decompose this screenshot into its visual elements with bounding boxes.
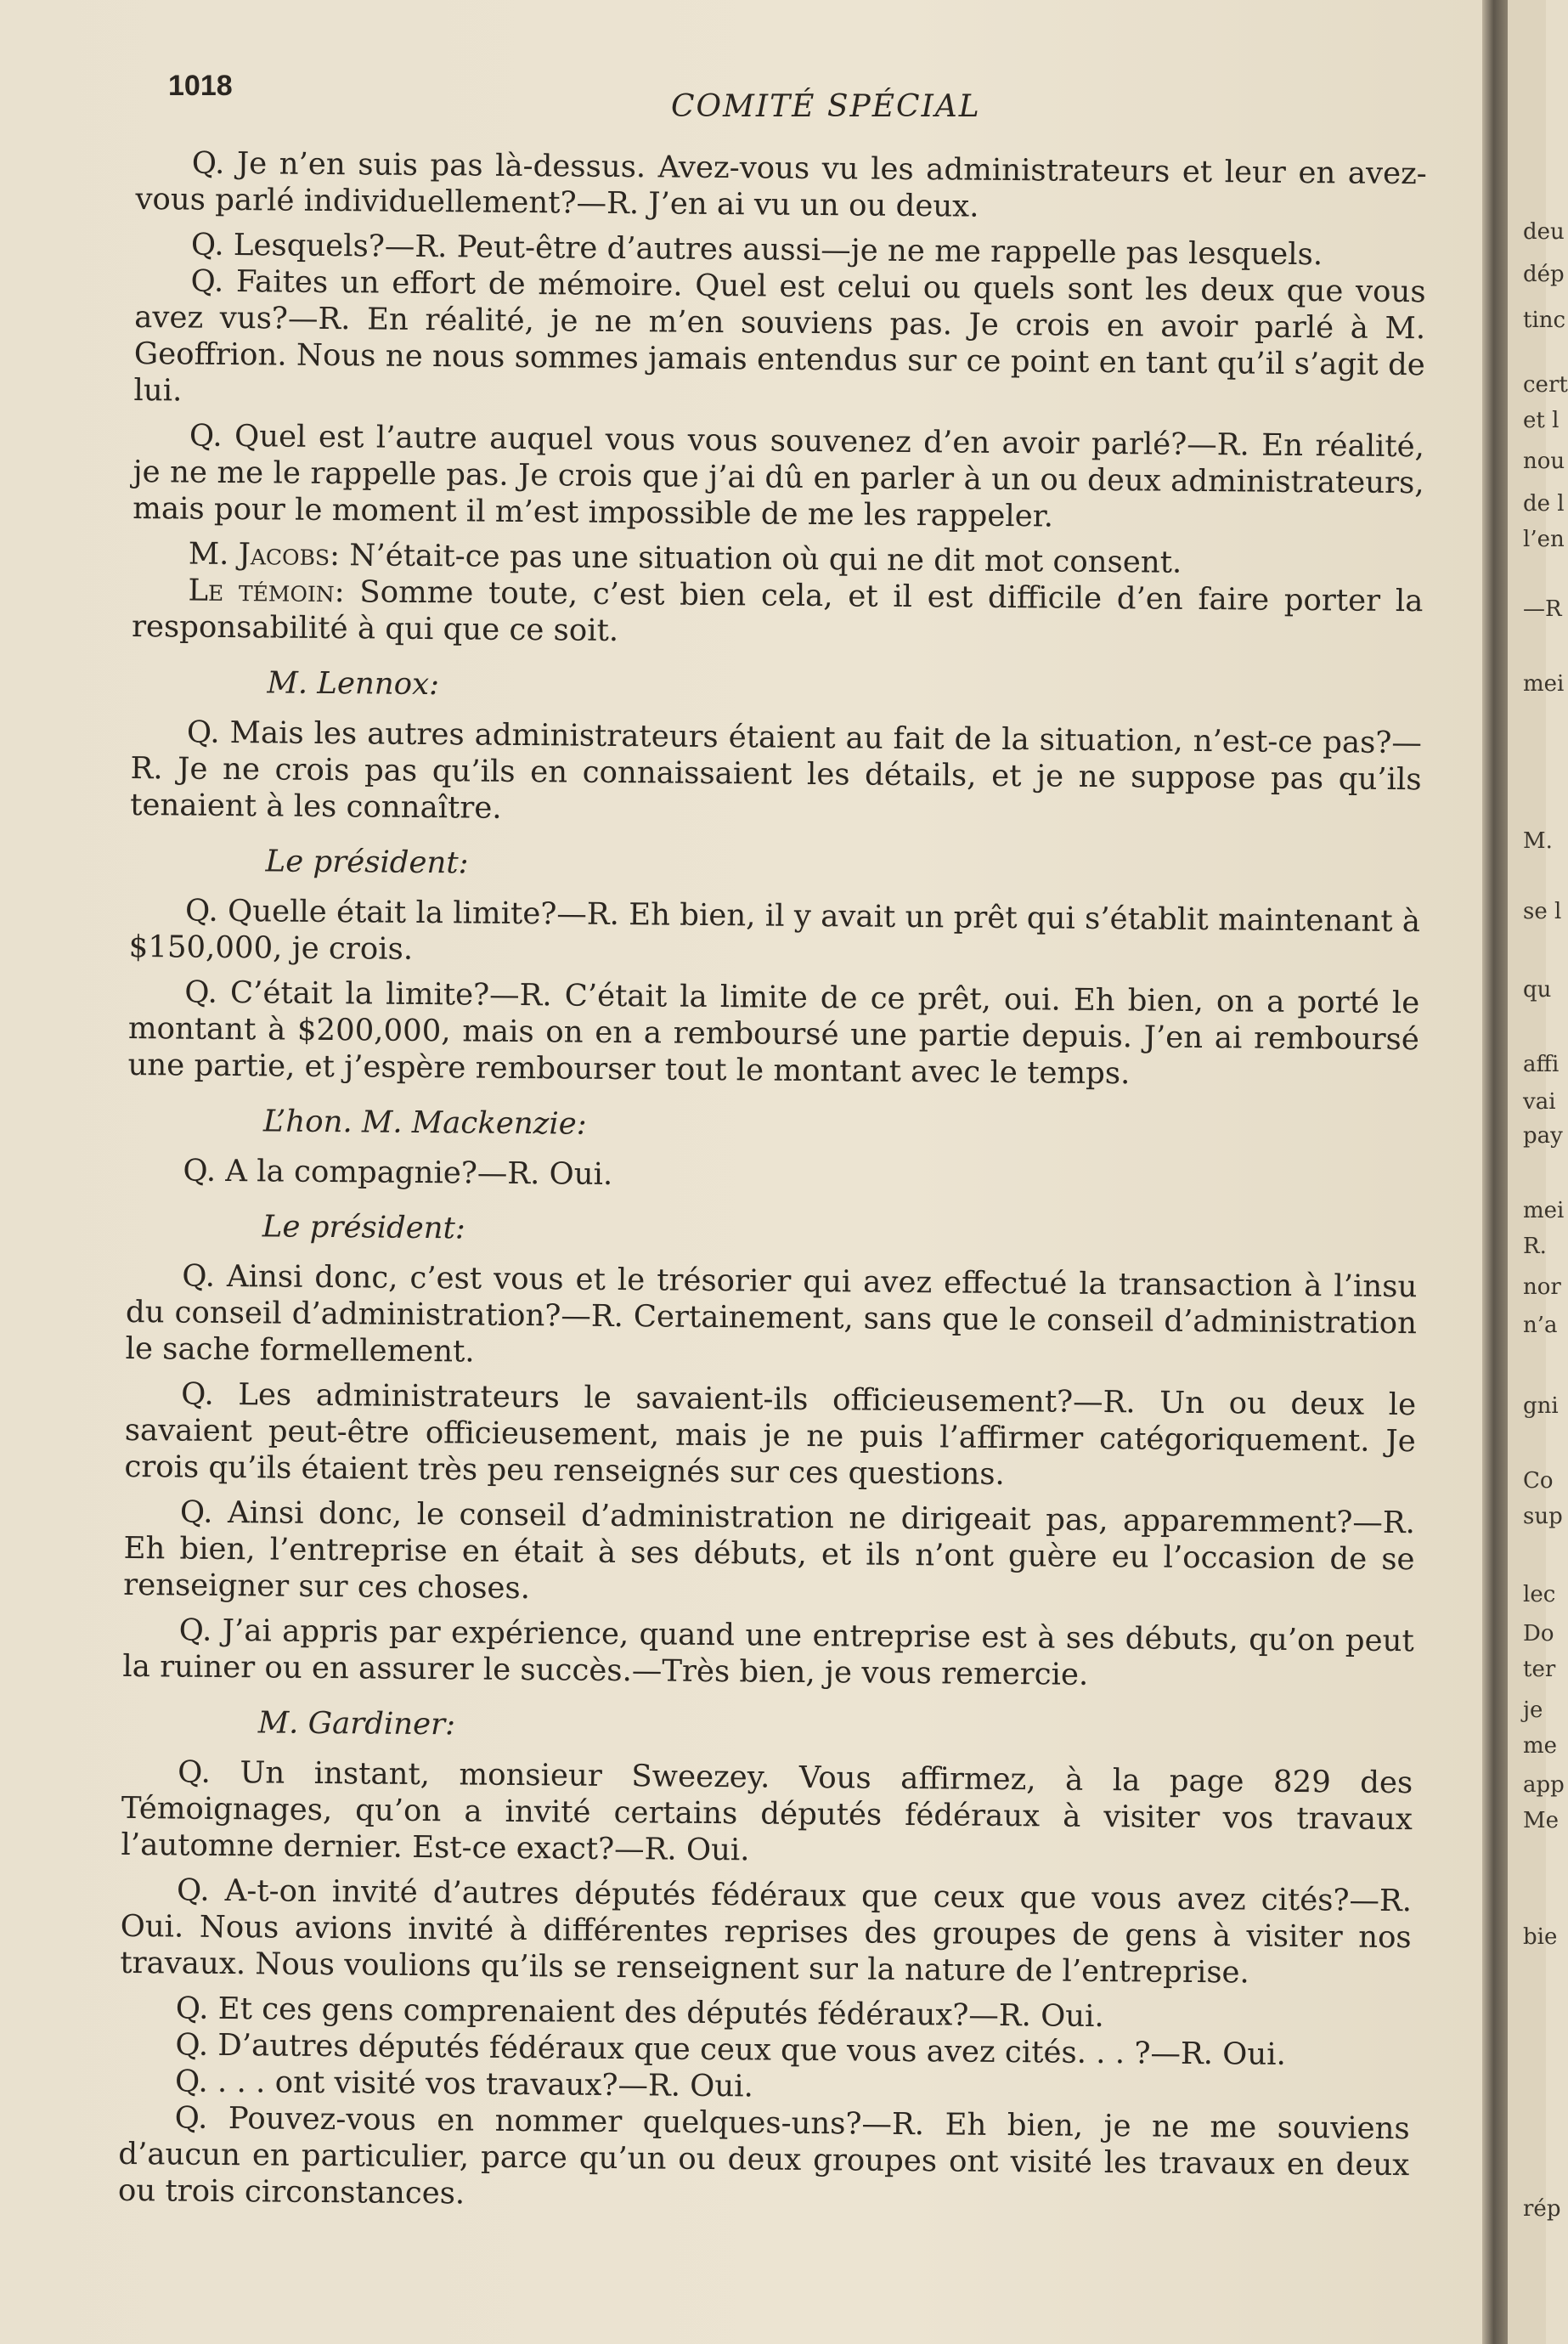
- adjacent-fragment: l’en: [1523, 527, 1565, 552]
- paragraph: Q. Quel est l’autre auquel vous vous souvenez d’en avoir parlé?—R. En réalité, je ne me le rappelle pas. Je crois que j’ai dû en parler à un ou deux administrateurs, mais pour le moment il m’est impossible de me les rappeler.: [133, 418, 1425, 534]
- adjacent-fragment: M.: [1523, 828, 1553, 854]
- paragraph: Q. Ainsi donc, le conseil d’administration ne dirigeait pas, apparemment?—R. Eh bien, l’entreprise en était à ses débuts, et ils n’ont guère eu l’occasion de se renseigner sur ces choses.: [123, 1494, 1416, 1607]
- adjacent-fragment: tinc: [1523, 308, 1566, 333]
- adjacent-fragment: vai: [1523, 1089, 1556, 1115]
- paragraph: Q. Et ces gens comprenaient des députés fédéraux?—R. Oui.: [175, 1991, 1104, 2035]
- paragraph: Q. C’était la limite?—R. C’était la limite de ce prêt, oui. Eh bien, on a porté le montant à $200,000, mais on en a remboursé une partie depuis. J’en ai remboursé une partie, et j’espère rembourser tout le montant avec le temps.: [127, 974, 1420, 1092]
- adjacent-fragment: pay: [1523, 1123, 1563, 1149]
- adjacent-fragment: je: [1523, 1697, 1543, 1723]
- paragraph: Q. Quelle était la limite?—R. Eh bien, il y avait un prêt qui s’établit maintenant à $150,000, je crois.: [128, 893, 1421, 967]
- adjacent-fragment: bie: [1523, 1924, 1558, 1950]
- speaker-inline: Le témoin:: [188, 573, 345, 610]
- paragraph: Q. . . . ont visité vos travaux?—R. Oui.: [174, 2064, 754, 2104]
- adjacent-fragment: sup: [1523, 1504, 1563, 1529]
- adjacent-fragment: et l: [1523, 408, 1560, 433]
- adjacent-page-edge: [1508, 0, 1568, 2344]
- paragraph: Q. A la compagnie?—R. Oui.: [183, 1153, 613, 1192]
- adjacent-fragment: mei: [1523, 671, 1565, 697]
- speaker-heading: L’hon. M. Mackenzie:: [262, 1104, 587, 1142]
- adjacent-fragment: n’a: [1523, 1313, 1558, 1338]
- paragraph: Q. J’ai appris par expérience, quand une entreprise est à ses débuts, qu’on peut la ruiner ou en assurer le succès.—Très bien, je vous remercie.: [122, 1613, 1414, 1692]
- speaker-heading: Le président:: [262, 1209, 466, 1246]
- paragraph-text: Somme toute, c’est bien cela, et il est difficile d’en faire porter la responsabilité à qui que ce soit.: [131, 574, 1424, 648]
- paragraph: Q. A-t-on invité d’autres députés fédéraux que ceux que vous avez cités?—R. Oui. Nous avions invité à différentes reprises des groupes de gens à visiter nos travaux. Nous voulions qu’ils se renseignent sur la nature de l’entreprise.: [120, 1872, 1413, 1991]
- adjacent-fragment: se l: [1523, 899, 1562, 924]
- adjacent-fragment: me: [1523, 1733, 1558, 1759]
- adjacent-fragment: lec: [1523, 1582, 1556, 1607]
- speaker-heading: M. Lennox:: [267, 665, 440, 703]
- paragraph: Q. Je n’en suis pas là-dessus. Avez-vous vu les administrateurs et leur en avez-vous parlé individuellement?—R. J’en ai vu un ou deux.: [135, 145, 1427, 224]
- paragraph: Q. Pouvez-vous en nommer quelques-uns?—R. Eh bien, je ne me souviens d’aucun en particulier, parce qu’un ou deux groupes ont visité les travaux en deux ou trois circonstances.: [117, 2100, 1410, 2211]
- adjacent-fragment: gni: [1523, 1393, 1559, 1419]
- adjacent-fragment: rép: [1523, 2196, 1561, 2222]
- adjacent-fragment: de l: [1523, 491, 1565, 517]
- adjacent-fragment: ter: [1523, 1657, 1556, 1682]
- paragraph: Q. Un instant, monsieur Sweezey. Vous affirmez, à la page 829 des Témoignages, qu’on a invité certains députés fédéraux à visiter vos travaux l’automne dernier. Est-ce exact?—R. Oui.: [121, 1754, 1413, 1868]
- paragraph: Q. Faites un effort de mémoire. Quel est celui ou quels sont les deux que vous avez vus?—R. En réalité, je ne m’en souviens pas. Je crois en avoir parlé à M. Geoffrion. Nous ne nous sommes jamais entendus sur ce point en tant qu’il s’agit de lui.: [133, 263, 1426, 409]
- adjacent-fragment: nor: [1523, 1274, 1561, 1300]
- adjacent-fragment: qu: [1523, 977, 1552, 1003]
- adjacent-fragment: cert: [1523, 372, 1568, 398]
- running-title: COMITÉ SPÉCIAL: [671, 89, 981, 124]
- speaker-inline: M. Jacobs:: [188, 536, 341, 573]
- book-gutter: [1482, 0, 1508, 2344]
- paragraph: Q. D’autres députés fédéraux que ceux que vous avez cités. . . ?—R. Oui.: [175, 2027, 1287, 2072]
- adjacent-fragment: —R: [1523, 596, 1562, 622]
- adjacent-fragment: affi: [1523, 1052, 1560, 1077]
- adjacent-fragment: Co: [1523, 1468, 1554, 1494]
- paragraph: Q. Lesquels?—R. Peut-être d’autres aussi—je ne me rappelle pas lesquels.: [190, 227, 1323, 273]
- paragraph: Q. Les administrateurs le savaient-ils officieusement?—R. Un ou deux le savaient peut-être officieusement, mais je ne puis l’affirmer catégoriquement. Je crois qu’ils étaient très peu renseignés sur ces questions.: [124, 1376, 1417, 1492]
- paragraph-text: N’était-ce pas une situation où qui ne dit mot consent.: [349, 538, 1182, 580]
- adjacent-fragment: dép: [1523, 262, 1565, 287]
- speaker-heading: Le président:: [265, 844, 469, 881]
- page-body: [118, 144, 1427, 2228]
- adjacent-fragment: deu: [1523, 219, 1565, 245]
- paragraph: Q. Ainsi donc, c’est vous et le trésorier qui avez effectué la transaction à l’insu du conseil d’administration?—R. Certainement, sans que le conseil d’administration le sache formellement.: [125, 1258, 1418, 1370]
- adjacent-fragment: nou: [1523, 449, 1565, 474]
- paragraph: [132, 572, 1424, 656]
- paragraph: Q. Mais les autres administrateurs étaient au fait de la situation, n’est-ce pas?—R. Je ne crois pas qu’ils en connaissaient les détails, et je ne suppose pas qu’ils tenaient à les connaître.: [130, 714, 1423, 826]
- adjacent-fragment: Me: [1523, 1808, 1560, 1833]
- adjacent-fragment: Do: [1523, 1621, 1554, 1646]
- speaker-heading: M. Gardiner:: [257, 1705, 456, 1742]
- adjacent-fragment: R.: [1523, 1234, 1547, 1259]
- adjacent-fragment: mei: [1523, 1198, 1565, 1223]
- adjacent-fragment: app: [1523, 1772, 1565, 1798]
- page-number: 1018: [168, 70, 233, 102]
